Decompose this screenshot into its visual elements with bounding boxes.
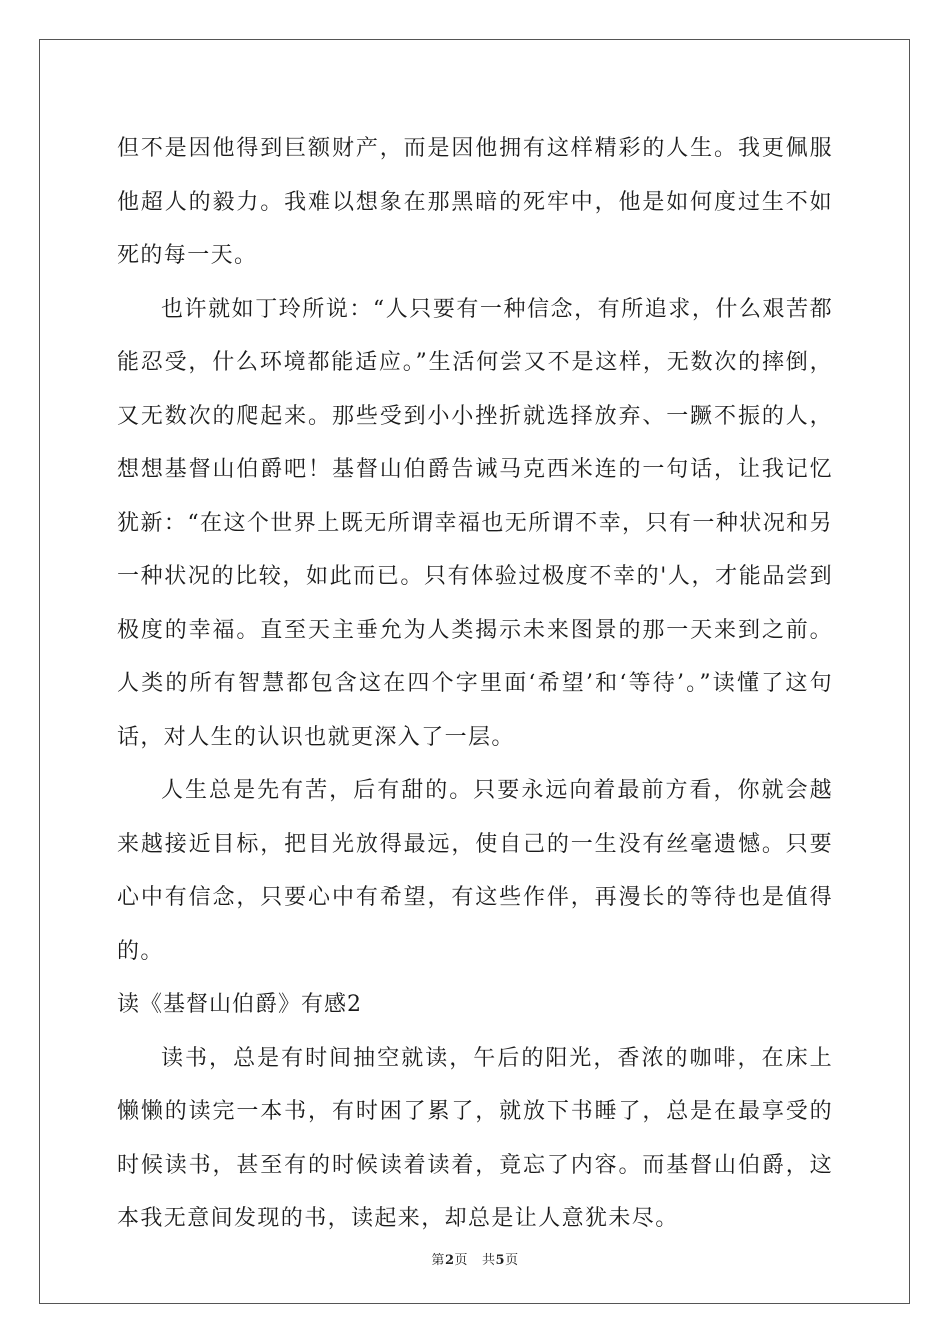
total-page-count: 5 — [495, 1253, 506, 1268]
section-heading: 读《基督山伯爵》有感2 — [117, 992, 362, 1017]
paragraph: 读书，总是有时间抽空就读，午后的阳光，香浓的咖啡，在床上懒懒的读完一本书，有时困了累了，就放下书睡了，总是在最享受的时候读书，甚至有的时候读着读着，竟忘了内容。而基督山伯爵，这本我无意间发现的书，读起来，却总是让人意犹未尽。 — [117, 1045, 833, 1231]
paragraph: 但不是因他得到巨额财产，而是因他拥有这样精彩的人生。我更佩服他超人的毅力。我难以想象在那黑暗的死牢中，他是如何度过生不如死的每一天。 — [117, 136, 833, 268]
page-suffix: 页 — [454, 1253, 468, 1268]
page-prefix: 第 — [431, 1253, 445, 1268]
paragraph: 也许就如丁玲所说：“人只要有一种信念，有所追求，什么艰苦都能忍受，什么环境都能适应。”生活何尝又不是这样，无数次的摔倒，又无数次的爬起来。那些受到小小挫折就选择放弃、一蹶不振的人，想想基督山伯爵吧！基督山伯爵告诫马克西米连的一句话，让我记忆犹新：“在这个世界上既无所谓幸福也无所谓不幸，只有一种状况和另一种状况的比较，如此而已。只有体验过极度不幸的'人，才能品尝到极度的幸福。直至天主垂允为人类揭示未来图景的那一天来到之前。人类的所有智慧都包含这在四个字里面‘希望’和‘等待’。”读懂了这句话，对人生的认识也就更深入了一层。 — [117, 296, 833, 750]
current-page-number: 2 — [444, 1253, 455, 1268]
page-footer — [0, 1249, 950, 1268]
document-body — [117, 122, 833, 1246]
paragraph: 人生总是先有苦，后有甜的。只要永远向着最前方看，你就会越来越接近目标，把目光放得最远，使自己的一生没有丝毫遗憾。只要心中有信念，只要心中有希望，有这些作伴，再漫长的等待也是值得的。 — [117, 778, 833, 964]
total-prefix: 共 — [482, 1253, 496, 1268]
total-suffix: 页 — [505, 1253, 519, 1268]
